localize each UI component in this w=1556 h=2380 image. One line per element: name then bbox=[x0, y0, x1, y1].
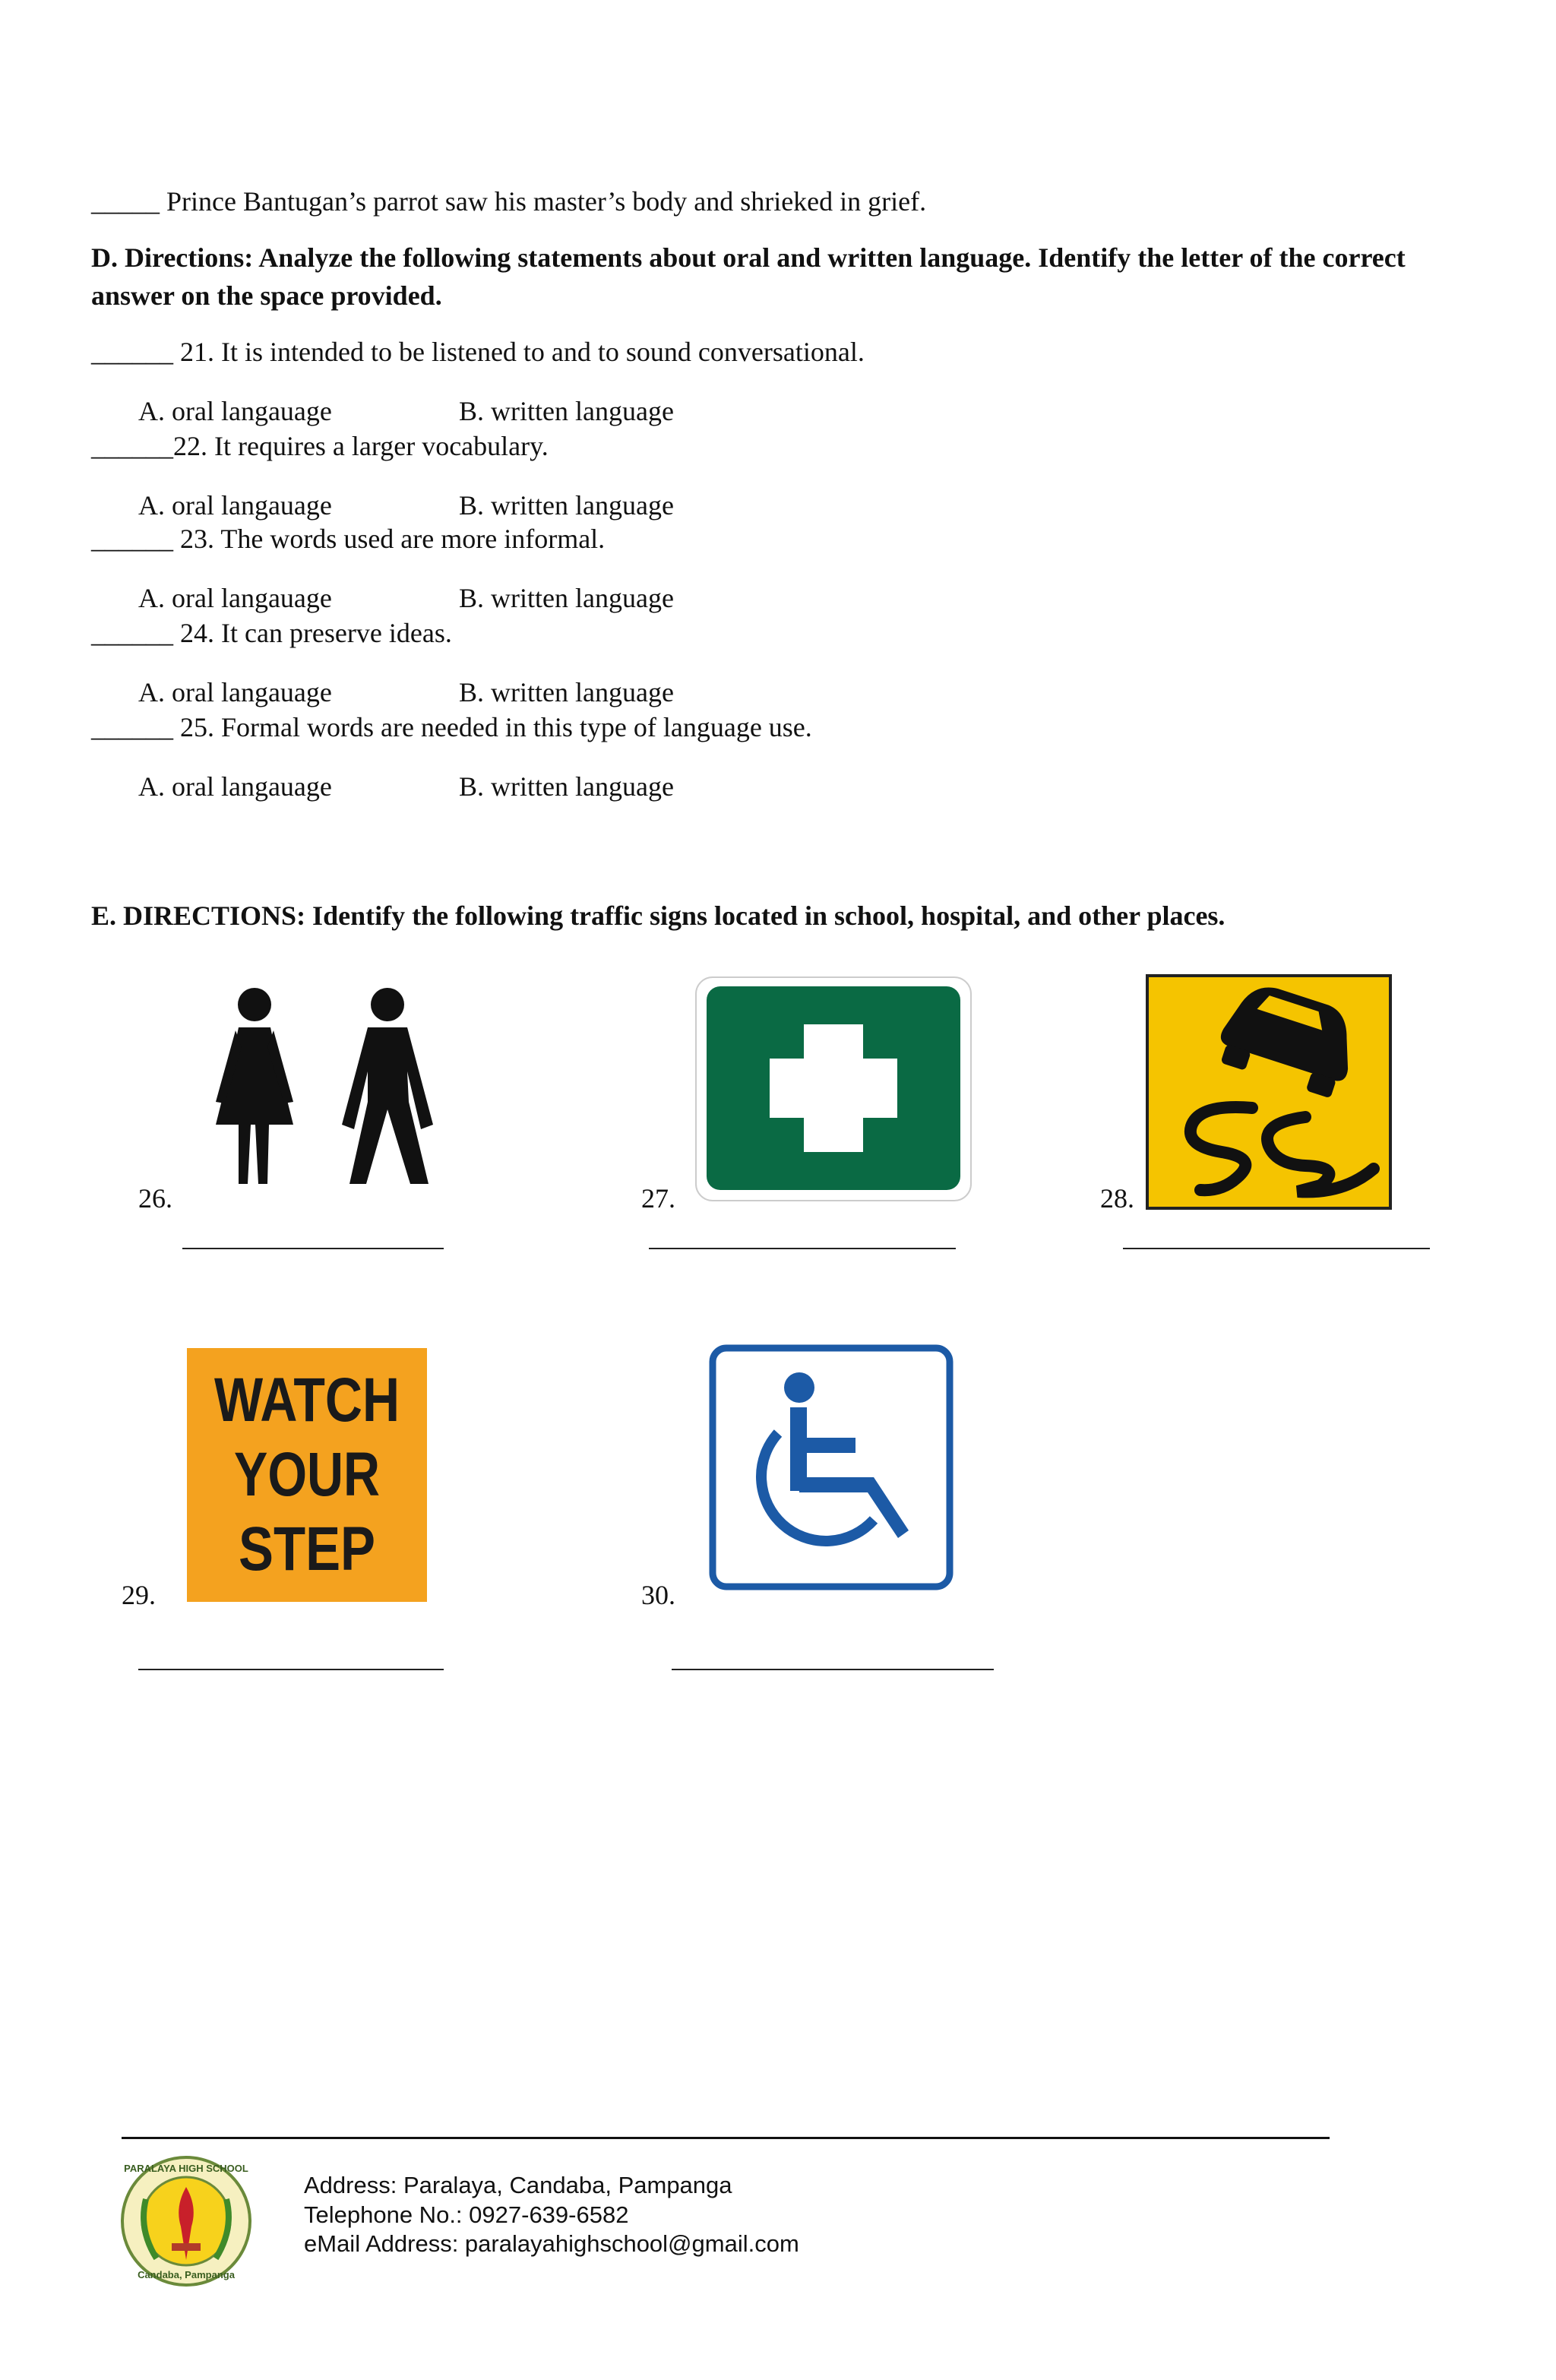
sign-number-26: 26. bbox=[138, 1183, 172, 1214]
wheelchair-icon bbox=[708, 1343, 954, 1591]
q22-option-b: B. written language bbox=[459, 490, 674, 521]
q22-option-a: A. oral langauage bbox=[138, 490, 332, 521]
q21-option-b: B. written language bbox=[459, 396, 674, 426]
footer-address: Address: Paralaya, Candaba, Pampanga bbox=[304, 2172, 732, 2198]
section-d-directions: D. Directions: Analyze the following statements about oral and written language. Identify the letter of the correct answer on the space provided. bbox=[91, 242, 1406, 311]
answer-blank-26[interactable] bbox=[182, 1248, 444, 1249]
svg-text:PARALAYA HIGH SCHOOL: PARALAYA HIGH SCHOOL bbox=[124, 2163, 248, 2174]
first-aid-icon bbox=[694, 976, 972, 1202]
answer-blank-29[interactable] bbox=[138, 1669, 444, 1670]
section-e-directions: E. DIRECTIONS: Identify the following traffic signs located in school, hospital, and other places. bbox=[91, 900, 1226, 931]
sign-number-28: 28. bbox=[1100, 1183, 1134, 1214]
watch-your-step-sign bbox=[169, 1342, 445, 1605]
sign-number-27: 27. bbox=[641, 1183, 675, 1214]
footer-telephone: Telephone No.: 0927-639-6582 bbox=[304, 2201, 629, 2228]
footer-email[interactable]: eMail Address: paralayahighschool@gmail.com bbox=[304, 2230, 799, 2257]
question-25: ______ 25. Formal words are needed in this type of language use. bbox=[91, 712, 812, 742]
answer-blank-27[interactable] bbox=[649, 1248, 956, 1249]
question-22: ______22. It requires a larger vocabulary. bbox=[91, 431, 549, 461]
svg-text:Candaba, Pampanga: Candaba, Pampanga bbox=[138, 2269, 235, 2280]
question-24: ______ 24. It can preserve ideas. bbox=[91, 618, 452, 648]
sign-number-30: 30. bbox=[641, 1580, 675, 1610]
restroom-icon bbox=[205, 980, 441, 1193]
question-23: ______ 23. The words used are more informal. bbox=[91, 524, 606, 554]
q24-option-b: B. written language bbox=[459, 677, 674, 707]
your-word: YOUR bbox=[234, 1440, 380, 1509]
q23-option-a: A. oral langauage bbox=[138, 583, 332, 613]
q21-option-a: A. oral langauage bbox=[138, 396, 332, 426]
answer-blank-28[interactable] bbox=[1123, 1248, 1430, 1249]
slippery-road-icon bbox=[1146, 974, 1392, 1210]
q25-option-a: A. oral langauage bbox=[138, 771, 332, 802]
step-word: STEP bbox=[239, 1514, 375, 1584]
q23-option-b: B. written language bbox=[459, 583, 674, 613]
footer-divider bbox=[122, 2137, 1330, 2139]
watch-word: WATCH bbox=[214, 1366, 400, 1435]
answer-blank-30[interactable] bbox=[672, 1669, 994, 1670]
sign-number-29: 29. bbox=[122, 1580, 156, 1610]
carryover-question: _____ Prince Bantugan’s parrot saw his master’s body and shrieked in grief. bbox=[91, 186, 927, 217]
school-seal-logo bbox=[119, 2154, 254, 2289]
question-21: ______ 21. It is intended to be listened to and to sound conversational. bbox=[91, 337, 865, 367]
q24-option-a: A. oral langauage bbox=[138, 677, 332, 707]
q25-option-b: B. written language bbox=[459, 771, 674, 802]
